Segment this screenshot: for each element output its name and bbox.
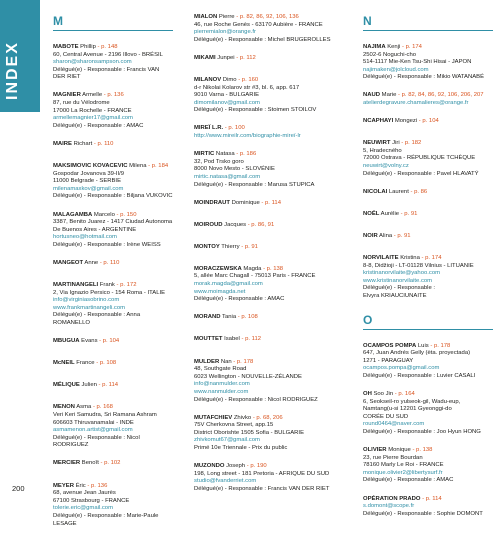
index-entry — [53, 163, 173, 201]
detail-line: 17000 La Rochelle - FRANCE — [53, 107, 132, 114]
detail-line: 6023 Wellington - NOUVELLE-ZÉLANDE — [194, 373, 302, 380]
artist-name: MOINDRAUT — [194, 199, 230, 206]
index-entry — [363, 44, 493, 82]
detail-line: Délégué(e) - Responsable : AMAC — [53, 122, 144, 129]
detail-line: Délégué(e) - Responsable : Marusa STUPICA — [194, 181, 315, 188]
detail-line: Délégué(e) - Responsable : Marie-Paule LESAGE — [53, 512, 159, 527]
entry-heading — [53, 260, 173, 268]
page-references: - p. 172 — [114, 282, 137, 289]
index-entry — [53, 483, 173, 529]
contact-link[interactable]: morak.magda@gmail.com — [194, 281, 263, 288]
page-references: - p. 178 — [231, 358, 254, 365]
page-references: - p. 91 — [392, 232, 411, 239]
contact-link[interactable]: mirtic.natasa@gmail.com — [194, 173, 261, 180]
artist-first-name: Soo Jin — [371, 391, 394, 398]
artist-name: NAJIMA — [363, 44, 386, 50]
detail-line: Délégué(e) - Responsable : AMAC — [194, 296, 285, 303]
section-letter-o: O — [363, 313, 493, 330]
artist-name: MIREÏ L.R. — [194, 125, 224, 132]
artist-first-name: Alina — [377, 232, 393, 239]
page-references: - p. 86, 91 — [246, 221, 275, 228]
index-entry — [53, 92, 173, 130]
entry-heading — [194, 336, 344, 344]
page-references: - p. 102 — [98, 460, 121, 467]
artist-first-name: Junpei — [215, 54, 235, 61]
section-letter-m: M — [53, 14, 173, 31]
artist-name: MABOTE — [53, 44, 79, 50]
entry-heading — [363, 211, 493, 219]
contact-link[interactable]: armellemagnier17@gmail.com — [53, 115, 133, 122]
entry-heading — [194, 151, 344, 159]
index-entry — [363, 391, 493, 437]
artist-first-name: Magda — [241, 265, 262, 272]
index-entry — [53, 360, 173, 368]
detail-line: 606603 Thiruvanamalai - INDE — [53, 419, 134, 426]
artist-first-name: Luis — [416, 342, 429, 349]
contact-link[interactable]: sharon@sharonsampson.com — [53, 59, 132, 66]
artist-name: MONTOY — [194, 243, 220, 250]
artist-name: MOIROUD — [194, 221, 223, 228]
detail-line: Délégué(e) - Responsable : — [363, 285, 436, 292]
artist-first-name: Asma — [74, 404, 92, 411]
page-references: - p. 160 — [236, 76, 259, 83]
entry-heading — [194, 463, 344, 471]
detail-line: Veri Keri Samudra, Sri Ramana Ashram — [53, 412, 157, 418]
detail-line: 9010 Varna - BULGARIE — [194, 92, 260, 99]
artist-name: MANGEOT — [53, 259, 84, 266]
detail-line: 60, Central Avenue - 2196 Illovo - BRÉSIL — [53, 51, 163, 58]
detail-line: 8000 Novo Mesto - SLOVÉNIE — [194, 166, 275, 173]
detail-line: Délégué(e) - Responsable : AMAC — [363, 477, 454, 484]
artist-first-name: Marcelo — [92, 211, 115, 218]
index-entry — [53, 382, 173, 390]
detail-line: 3387, Benito Juarez - 1417 Ciudad Autonoma — [53, 219, 173, 226]
artist-name: OPÉRATION PRADO — [363, 495, 421, 502]
contact-link[interactable]: kristinanorvilaite@yahoo.com — [363, 270, 441, 277]
page-references: - p. 104 — [417, 118, 439, 125]
index-entry — [363, 118, 493, 126]
detail-line: 1271 - PARAGUAY — [363, 357, 414, 364]
artist-name: MÉLIQUE — [53, 382, 80, 389]
column-1 — [53, 14, 173, 539]
detail-line: 87, rue du Vélodrome — [53, 100, 110, 107]
index-entry — [194, 244, 344, 252]
detail-line: 5, Hradecného — [363, 147, 402, 154]
page-references: - p. 150 — [114, 211, 137, 218]
artist-first-name: Isabel — [222, 336, 240, 343]
artist-name: OLIVIER — [363, 447, 387, 454]
entry-heading — [194, 14, 344, 22]
entry-heading — [53, 483, 173, 491]
artist-name: MOUTTET — [194, 336, 223, 343]
detail-line: Délégué(e) - Responsable : Francis VAN DER RIET — [194, 485, 330, 492]
artist-name: MUZONDO — [194, 463, 225, 470]
artist-name: MAIRE — [53, 140, 72, 147]
artist-name: McNEIL — [53, 360, 75, 367]
artist-name: OH — [363, 391, 372, 398]
index-entry — [194, 266, 344, 304]
artist-name: MORACZEWSKA — [194, 265, 242, 272]
page-references: - p. 174 — [400, 44, 422, 50]
detail-line: Délégué(e) - Responsable : Pavel HLAVATÝ — [363, 170, 479, 177]
page-references: - p. 182 — [399, 140, 422, 147]
page-references: - p. 114 — [420, 495, 442, 502]
artist-name: MILANOV — [194, 76, 222, 83]
artist-first-name: Thierry — [219, 243, 240, 250]
artist-first-name: Dominique — [230, 199, 260, 206]
index-entry — [53, 282, 173, 328]
entry-heading — [53, 460, 173, 468]
detail-line: d-r Nikolai Kolarov str #3, bl. 6, app. 617 — [194, 84, 300, 91]
index-entry — [363, 496, 493, 519]
index-entry — [363, 447, 493, 485]
detail-line: Délégué(e) - Responsable : Michel BRUGEROLLES — [194, 36, 331, 43]
detail-line: 2, Via Ignazio Persico - 154 Roma - ITALIE — [53, 289, 166, 296]
page-references: - p. 164 — [393, 391, 415, 398]
index-entry — [53, 260, 173, 268]
entry-heading — [194, 222, 344, 230]
index-entry — [363, 343, 493, 381]
page-references: - p. 108 — [236, 314, 258, 321]
entry-heading — [53, 282, 173, 290]
contact-link[interactable]: monique.olivier2@libertysurf.fr — [363, 469, 443, 476]
entry-heading — [363, 233, 493, 241]
entry-heading — [363, 343, 493, 351]
artist-name: MORAND — [194, 314, 221, 321]
detail-line: Délégué(e) - Responsable : Joo Hyun HONG — [363, 429, 481, 435]
artist-first-name: Armelle — [80, 92, 103, 99]
contact-link[interactable]: www.nanmulder.com — [194, 388, 249, 395]
page-references: - p. 112 — [239, 336, 262, 343]
entry-heading — [363, 496, 493, 504]
detail-line: De Buenos Aires - ARGENTINE — [53, 226, 137, 233]
artist-first-name: Éric — [73, 482, 86, 489]
detail-line: 647, Juan Andrés Gelly (èta. proyectada) — [363, 350, 471, 357]
detail-line: 6, Seokseil-ro yulseok-gil, Wadu-eup, — [363, 398, 461, 405]
detail-line: Délégué(e) - Responsable : Francis VAN DER RIET — [53, 66, 160, 81]
artist-name: MIRTIC — [194, 151, 215, 158]
entry-heading — [363, 255, 493, 263]
artist-name: OCAMPOS POMPA — [363, 342, 417, 349]
artist-name: MAKSIMOVIC KOVACEVIC — [53, 163, 128, 170]
page-references: - p. 110 — [92, 140, 114, 147]
detail-line: Elvyra KRIAUCIUNAITE — [363, 292, 427, 299]
detail-line: Délégué(e) - Responsable : Sophie DOMONT — [363, 510, 483, 517]
entry-heading — [53, 212, 173, 220]
entry-list-m-continued — [194, 14, 344, 493]
index-entry — [363, 211, 493, 219]
entry-heading — [363, 118, 493, 126]
detail-line: Délégué(e) - Responsable : Irène WEISS — [53, 241, 161, 248]
entry-heading — [53, 360, 173, 368]
page-number: 200 — [12, 484, 25, 493]
artist-first-name: Zhivko — [232, 414, 252, 421]
artist-name: MIALON — [194, 14, 218, 20]
index-entry — [194, 55, 344, 63]
detail-line: 8-8, Didžioji - LT-01128 Vilnius - LITUANIE — [363, 262, 474, 269]
artist-first-name: Julien — [79, 382, 97, 389]
page-references: - p. 110 — [98, 259, 120, 266]
artist-first-name: Anne — [83, 259, 99, 266]
contact-link[interactable]: www.moimagda.net — [194, 288, 246, 295]
artist-first-name: Jacques — [222, 221, 247, 228]
entry-heading — [194, 55, 344, 63]
index-entry — [194, 200, 344, 208]
entry-heading — [194, 77, 344, 85]
artist-first-name: France — [74, 360, 95, 367]
entry-heading — [53, 382, 173, 390]
artist-first-name: Richart — [71, 140, 93, 147]
contact-link[interactable]: info@nanmulder.com — [194, 381, 250, 388]
page-references: - p. 136 — [85, 482, 108, 489]
contact-link[interactable]: neuwirt@volny.cz — [363, 163, 409, 170]
detail-line: Délégué(e) - Responsable : Nicol RODRIGUEZ — [53, 434, 140, 449]
entry-heading — [363, 447, 493, 455]
entry-heading — [194, 359, 344, 367]
index-entry — [53, 404, 173, 450]
artist-first-name: Benoît — [80, 460, 99, 467]
column-2 — [194, 14, 344, 504]
contact-link[interactable]: studio@fvanderriet.com — [194, 478, 257, 485]
contact-link[interactable]: najimaken@jolcloud.com — [363, 66, 429, 73]
detail-line: 72000 Ostrava - RÉPUBLIQUE TCHÈQUE — [363, 155, 476, 162]
artist-first-name: Kenji — [385, 44, 401, 50]
entry-heading — [53, 92, 173, 100]
artist-first-name: Mongezi — [393, 118, 418, 125]
page-references: - p. 174 — [419, 255, 442, 261]
artist-first-name: Laurent — [387, 188, 409, 195]
artist-name: MUTAFCHIEV — [194, 414, 233, 421]
entry-heading — [194, 200, 344, 208]
page-references: - p. 168 — [91, 404, 113, 411]
detail-line: 67100 Strasbourg - FRANCE — [53, 497, 130, 504]
detail-line: 514-1117 Mie-Ken Tsu-Shi Hisai - JAPON — [363, 59, 472, 66]
page-references: - p. 138 — [410, 447, 433, 454]
artist-first-name: Monique — [386, 447, 411, 454]
contact-link[interactable]: milenamaxkov@gmail.com — [53, 185, 124, 192]
entry-heading — [53, 44, 173, 52]
artist-first-name: Natasa — [214, 151, 235, 158]
entry-heading — [194, 415, 344, 423]
entry-heading — [53, 404, 173, 412]
artist-name: MBUGUA — [53, 338, 80, 345]
detail-line: 198, Long street - 181 Pretoria - AFRIQUE DU SUD — [194, 470, 330, 477]
detail-line: 78160 Marly Le Roi - FRANCE — [363, 462, 444, 469]
index-entry — [194, 125, 344, 140]
index-entry — [194, 151, 344, 189]
contact-link[interactable]: ocampos.pompa@gmail.com — [363, 365, 440, 372]
index-entry — [194, 359, 344, 405]
contact-link[interactable]: pierremialon@orange.fr — [194, 29, 256, 36]
contact-link[interactable]: asmamenon.artist@gmail.com — [53, 427, 133, 434]
contact-link[interactable]: dimomilanov@gmail.com — [194, 99, 260, 106]
entry-heading — [194, 125, 344, 133]
entry-heading — [194, 244, 344, 252]
index-tab-title: INDEX — [4, 41, 21, 100]
artist-name: NAUD — [363, 92, 381, 99]
detail-line: 23, rue Pierre Bourdan — [363, 454, 423, 461]
index-entry — [363, 92, 493, 107]
detail-line: Délégué(e) - Responsable : Luvier CASALI — [363, 372, 476, 379]
contact-link[interactable]: www.kristinanorvilaite.com — [363, 277, 433, 284]
index-entry — [363, 233, 493, 241]
detail-line: 5, allée Marc Chagall - 75013 Paris - FRANCE — [194, 273, 316, 280]
artist-name: MALAGAMBA — [53, 211, 93, 218]
index-entry — [53, 338, 173, 346]
artist-name: MENON — [53, 404, 75, 411]
contact-link[interactable]: round0464@naver.com — [363, 421, 425, 428]
page-references: - p. 148 — [95, 44, 118, 50]
artist-first-name: Aurélie — [379, 210, 400, 217]
index-entry — [53, 141, 173, 149]
index-entry — [363, 140, 493, 178]
artist-first-name: Kristina — [398, 255, 420, 261]
entry-list-m — [53, 44, 173, 528]
page-references: - p. 108 — [94, 360, 117, 367]
index-entry — [194, 336, 344, 344]
detail-line: 32, Pod Trsko goro — [194, 158, 244, 165]
artist-name: MAGNIER — [53, 92, 81, 99]
detail-line: Primé 10e Triennale - Prix du public — [194, 444, 288, 451]
artist-name: MULDER — [194, 358, 220, 365]
page-references: - p. 86 — [408, 188, 428, 195]
index-entry — [194, 77, 344, 115]
detail-line: Gospodar Jovanova 39-II/9 — [53, 170, 125, 177]
section-letter-n: N — [363, 14, 493, 31]
artist-first-name: Joseph — [224, 463, 246, 470]
index-entry — [363, 255, 493, 301]
index-entry — [53, 212, 173, 250]
artist-name: MEYER — [53, 482, 74, 489]
artist-name: NCAPHAYI — [363, 118, 394, 125]
contact-link[interactable]: zhivkomut67@gmail.com — [194, 437, 260, 444]
index-entry — [194, 314, 344, 322]
page-references: - p. 82, 84, 86, 92, 106, 206, 207 — [396, 92, 484, 99]
page-references: - p. 91 — [399, 210, 418, 217]
entry-heading — [363, 391, 493, 399]
contact-link[interactable]: info@virginiasobrino.com — [53, 297, 120, 304]
page-references: - p. 114 — [259, 199, 281, 206]
index-entry — [363, 189, 493, 197]
contact-link[interactable]: s.domont@scope.fr — [363, 503, 415, 510]
page-references: - p. 91 — [239, 243, 258, 250]
artist-name: MARTINANGELI — [53, 282, 99, 289]
entry-heading — [363, 140, 493, 148]
page-references: - p. 190 — [245, 463, 267, 470]
detail-line: District Oborishte 1505 Sofia - BULGARIE — [194, 429, 305, 436]
artist-first-name: Evans — [79, 338, 98, 345]
entry-heading — [194, 314, 344, 322]
sidebar — [0, 0, 40, 500]
page-references: - p. 100 — [223, 125, 245, 132]
index-entry — [53, 460, 173, 468]
artist-first-name: Nan — [219, 358, 232, 365]
detail-line: 46, rue Roche Genès - 63170 Aubière - FRANCE — [194, 21, 323, 28]
artist-first-name: Marie — [380, 92, 397, 99]
page-references: - p. 186 — [234, 151, 257, 158]
artist-first-name: Phillip — [78, 44, 96, 50]
page-references: - p. 114 — [96, 382, 119, 389]
entry-heading — [363, 44, 493, 52]
artist-name: NEUWIRT — [363, 140, 391, 147]
contact-link[interactable]: hortusneo@hotmail.com — [53, 234, 117, 241]
detail-line: Délégué(e) - Responsable : Biljana VUKOVIC — [53, 193, 173, 200]
artist-name: NICOLAI — [363, 188, 388, 195]
contact-link[interactable]: tolerie.eric@gmail.com — [53, 505, 113, 512]
detail-line: CORÉE DU SUD — [363, 413, 409, 420]
artist-first-name: Pierre — [217, 14, 235, 20]
detail-line: 75V Cherkovna Street, app.15 — [194, 422, 274, 429]
detail-line: 48, Southgate Road — [194, 366, 247, 373]
entry-heading — [53, 141, 173, 149]
entry-list-n — [363, 44, 493, 301]
contact-link[interactable]: http://www.mireilr.com/biographie-mireï-lr — [194, 133, 301, 140]
page-references: - p. 138 — [261, 265, 284, 272]
detail-line: Délégué(e) - Responsable : Stoimen STOILOV — [194, 107, 317, 114]
detail-line: Délégué(e) - Responsable : Nicol RODRIGUEZ — [194, 396, 318, 403]
entry-heading — [53, 163, 173, 171]
index-entry — [194, 222, 344, 230]
detail-line: 2502-6 Noguchi-cho — [363, 51, 417, 58]
page-references: - p. 82, 86, 92, 106, 136 — [234, 14, 299, 20]
contact-link[interactable]: atelierdegravure.chamalieres@orange.fr — [363, 100, 469, 107]
detail-line: Namtang(u-si 12201 Gyeonggi-do — [363, 406, 452, 413]
contact-link[interactable]: www.frankmartinangeli.com — [53, 304, 126, 311]
page-references: - p. 184 — [146, 163, 169, 170]
artist-name: NORVILAITE — [363, 255, 399, 261]
page-references: - p. 178 — [428, 342, 451, 349]
entry-heading — [363, 92, 493, 100]
index-entry — [53, 44, 173, 82]
detail-line: Délégué(e) - Responsable : Anna ROMANELLO — [53, 312, 141, 327]
page-references: - p. 112 — [234, 54, 256, 61]
artist-first-name: Frank — [98, 282, 115, 289]
artist-first-name: Dimo — [221, 76, 237, 83]
index-entry — [194, 463, 344, 493]
page-references: - p. 104 — [97, 338, 120, 345]
entry-heading — [53, 338, 173, 346]
artist-name: NOËL — [363, 210, 380, 217]
entry-heading — [363, 189, 493, 197]
index-entry — [194, 14, 344, 44]
detail-line: 68, avenue Jean Jaurès — [53, 490, 116, 497]
artist-name: NOIR — [363, 232, 378, 239]
detail-line: Délégué(e) - Responsable : Mikio WATANABÉ — [363, 74, 485, 81]
entry-list-o — [363, 343, 493, 519]
entry-heading — [194, 266, 344, 274]
page-references: - p. 68, 206 — [251, 414, 283, 421]
artist-name: MERCIER — [53, 460, 81, 467]
page-references: - p. 136 — [102, 92, 124, 99]
artist-first-name: Jiri — [390, 140, 400, 147]
artist-first-name: Milena — [127, 163, 147, 170]
detail-line: 11000 Belgrade - SERBIE — [53, 178, 122, 185]
artist-first-name: Tania — [220, 314, 237, 321]
artist-name: MIKAMI — [194, 54, 216, 61]
index-entry — [194, 415, 344, 453]
column-3 — [363, 14, 493, 529]
index-tab — [0, 0, 40, 112]
